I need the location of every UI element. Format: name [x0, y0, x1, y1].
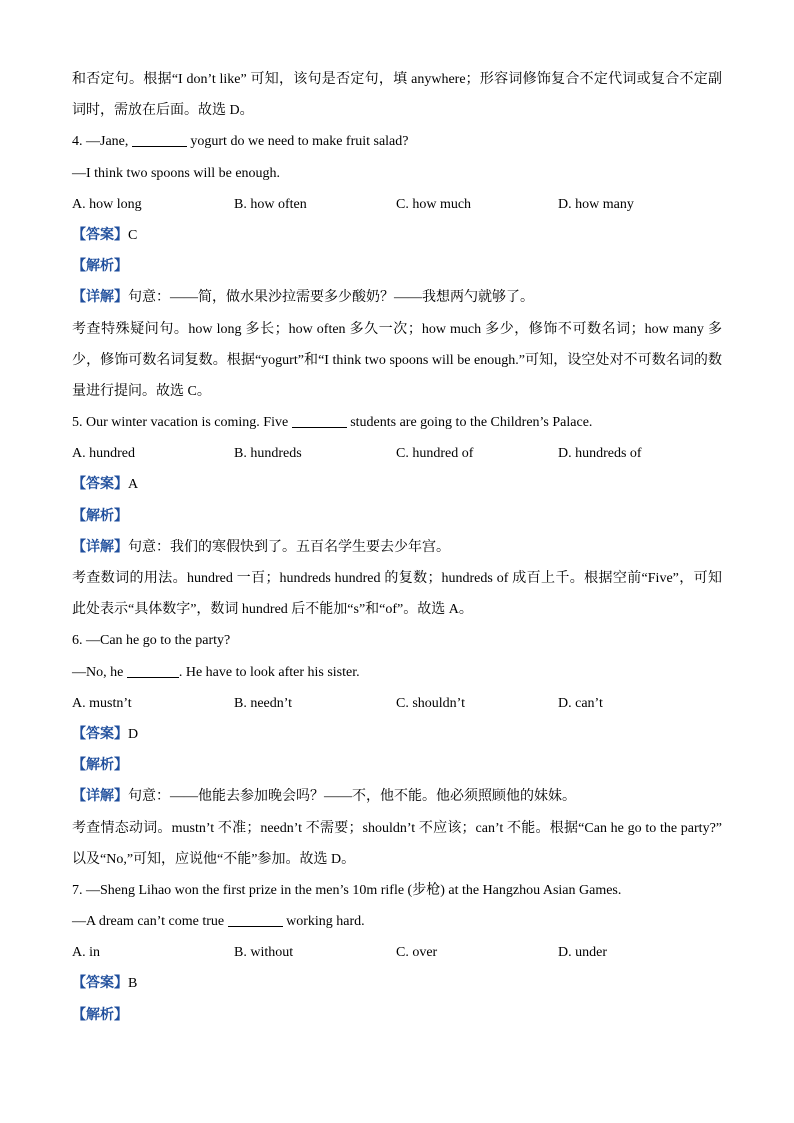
question-4-detail — [72, 282, 722, 313]
detail-label: 【详解】 — [72, 539, 128, 555]
answer-blank — [132, 132, 187, 147]
answer-value: C — [128, 227, 138, 243]
option-b: B. hundreds — [234, 446, 302, 462]
option-d: D. how many — [558, 196, 634, 212]
option-a: A. how long — [72, 196, 142, 212]
detail-label: 【详解】 — [72, 789, 128, 805]
answer-value: A — [128, 477, 139, 493]
question-6-reply — [72, 657, 722, 688]
option-c: C. how much — [396, 196, 472, 212]
question-stem: —Sheng Lihao won the first prize in the men’s 10m rifle (步枪) at the Hangzhou Asian Games. — [86, 882, 622, 898]
question-4-reply: —I think two spoons will be enough. — [72, 165, 281, 181]
question-stem-after: students are going to the Children’s Palace. — [350, 415, 593, 431]
answer-label: 【答案】 — [72, 227, 128, 243]
question-number: 4. — [72, 134, 83, 150]
question-number: 6. — [72, 633, 83, 649]
answer-blank — [127, 663, 179, 678]
question-5-options — [72, 438, 722, 469]
question-7-reply — [72, 906, 722, 937]
question-6-answer — [72, 719, 722, 750]
option-b: B. needn’t — [234, 695, 293, 711]
intro-line-2: 词时，需放在后面。故选 D。 — [72, 103, 254, 119]
question-4-stem — [72, 126, 722, 157]
question-5-answer — [72, 469, 722, 500]
question-6-stem — [72, 625, 722, 656]
question-4-options — [72, 189, 722, 220]
intro-line-1: 和否定句。根据“I don’t like” 可知，该句是否定句，填 anywhere；形容词修饰复合不定代词或复合不定副 — [72, 72, 722, 87]
question-4-explanation-1: 考查特殊疑问句。how long 多长；how often 多久一次；how much 多少，修饰不可数名词；how many 多 — [72, 321, 722, 337]
option-a: A. in — [72, 945, 100, 961]
answer-value: B — [128, 976, 138, 992]
option-a: A. mustn’t — [72, 695, 132, 711]
detail-label: 【详解】 — [72, 290, 128, 306]
analysis-label: 【解析】 — [72, 508, 128, 524]
option-d: D. under — [558, 945, 607, 961]
reply-after: . He have to look after his sister. — [178, 664, 360, 680]
document-page — [72, 64, 722, 1031]
answer-blank — [292, 413, 347, 428]
reply-before: —No, he — [72, 664, 124, 680]
option-c: C. over — [396, 945, 438, 961]
question-5-detail — [72, 532, 722, 563]
question-6-options — [72, 688, 722, 719]
question-stem-before: —Jane, — [86, 134, 129, 150]
answer-label: 【答案】 — [72, 726, 128, 742]
question-stem-before: Our winter vacation is coming. Five — [86, 415, 289, 431]
option-b: B. without — [234, 945, 294, 961]
question-5-stem — [72, 407, 722, 438]
question-6-explanation-1: 考查情态动词。mustn’t 不准；needn’t 不需要；shouldn’t 不应该；can’t 不能。根据“Can he go to the party?” — [72, 820, 722, 836]
question-4-explanation-2: 少，修饰可数名词复数。根据“yogurt”和“I think two spoons will be enough.”可知，设空处对不可数名词的数 — [72, 352, 722, 368]
detail-text: 句意：——简，做水果沙拉需要多少酸奶？——我想两勺就够了。 — [128, 290, 534, 306]
question-4-analysis — [72, 251, 722, 282]
question-stem: —Can he go to the party? — [86, 633, 231, 649]
analysis-label: 【解析】 — [72, 259, 128, 275]
analysis-label: 【解析】 — [72, 1007, 128, 1023]
answer-label: 【答案】 — [72, 976, 128, 992]
option-b: B. how often — [234, 196, 307, 212]
question-6-detail — [72, 781, 722, 812]
question-stem-after: yogurt do we need to make fruit salad? — [190, 134, 409, 150]
detail-text: 句意：——他能去参加晚会吗？——不，他不能。他必须照顾他的妹妹。 — [128, 789, 576, 805]
reply-after: working hard. — [286, 914, 365, 930]
answer-label: 【答案】 — [72, 477, 128, 493]
question-4-explanation-3: 量进行提问。故选 C。 — [72, 383, 211, 399]
question-5-explanation-1: 考查数词的用法。hundred 一百；hundreds hundred 的复数；hundreds of 成百上千。根据空前“Five”，可知 — [72, 571, 722, 586]
question-6-explanation-2: 以及“No,”可知，应说他“不能”参加。故选 D。 — [72, 851, 356, 867]
reply-before: —A dream can’t come true — [72, 914, 225, 930]
option-c: C. shouldn’t — [396, 695, 465, 711]
question-4-answer — [72, 220, 722, 251]
option-d: D. can’t — [558, 695, 603, 711]
option-d: D. hundreds of — [558, 446, 642, 462]
question-7-analysis — [72, 1000, 722, 1031]
detail-text: 句意：我们的寒假快到了。五百名学生要去少年宫。 — [128, 539, 450, 555]
answer-blank — [228, 912, 283, 927]
question-7-options — [72, 937, 722, 968]
analysis-label: 【解析】 — [72, 758, 128, 774]
question-5-analysis — [72, 501, 722, 532]
option-c: C. hundred of — [396, 446, 474, 462]
question-7-stem — [72, 875, 722, 906]
answer-value: D — [128, 726, 139, 742]
question-number: 5. — [72, 415, 83, 431]
option-a: A. hundred — [72, 446, 135, 462]
question-6-analysis — [72, 750, 722, 781]
question-5-explanation-2: 此处表示“具体数字”，数词 hundred 后不能加“s”和“of”。故选 A。 — [72, 602, 473, 618]
question-7-answer — [72, 968, 722, 999]
question-number: 7. — [72, 882, 83, 898]
